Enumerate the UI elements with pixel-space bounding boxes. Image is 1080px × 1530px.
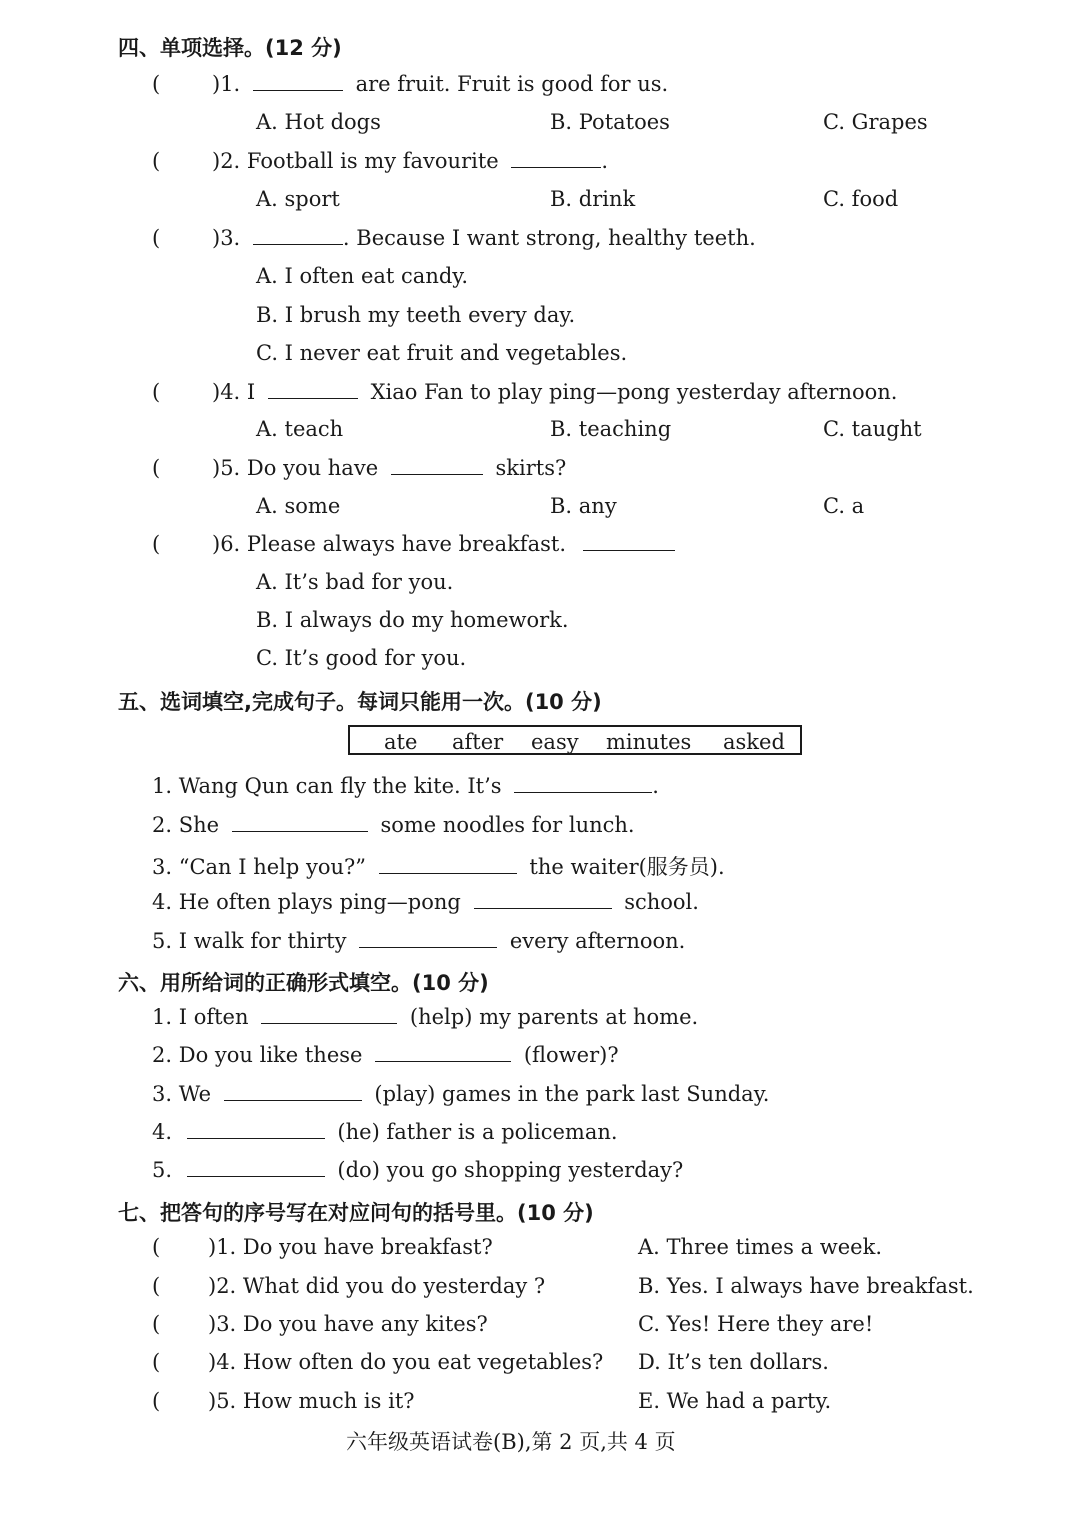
question-5 xyxy=(212,456,566,480)
question-number: )4. xyxy=(208,1350,237,1374)
sentence-number: 5. xyxy=(152,929,173,953)
fill-sentence-4 xyxy=(152,890,699,914)
answer-blank[interactable] xyxy=(232,813,368,832)
section4-title: 四、单项选择。(12 分) xyxy=(118,36,342,60)
answer-blank[interactable] xyxy=(379,855,517,874)
question-3 xyxy=(212,226,756,250)
answer-blank[interactable] xyxy=(187,1158,325,1177)
sentence-number: 2. xyxy=(152,1043,173,1067)
form-sentence-1 xyxy=(152,1005,698,1029)
question-text: skirts? xyxy=(495,456,567,480)
match-answer-d: D. It’s ten dollars. xyxy=(638,1350,829,1374)
sentence-text: some noodles for lunch. xyxy=(380,813,635,837)
sentence-text: (flower)? xyxy=(523,1043,619,1067)
sentence-text: She xyxy=(178,813,220,837)
sentence-text: the waiter(服务员). xyxy=(529,855,725,879)
answer-blank[interactable] xyxy=(511,149,601,168)
question-number: )3. xyxy=(208,1312,237,1336)
match-answer-c: C. Yes! Here they are! xyxy=(638,1312,874,1336)
sentence-text: I walk for thirty xyxy=(178,929,347,953)
word-bank-item: easy xyxy=(531,730,579,754)
word-bank xyxy=(348,725,802,755)
answer-paren: ( xyxy=(152,72,161,96)
answer-blank[interactable] xyxy=(224,1082,362,1101)
section5-title: 五、选词填空,完成句子。每词只能用一次。(10 分) xyxy=(118,690,602,714)
option-b: B. teaching xyxy=(550,417,672,441)
option-c: C. a xyxy=(823,494,865,518)
question-number: )5. xyxy=(208,1389,237,1413)
question-text: Do you have breakfast? xyxy=(242,1235,493,1259)
form-sentence-3 xyxy=(152,1082,769,1106)
question-text: Football is my favourite xyxy=(246,149,499,173)
answer-paren: ( xyxy=(152,532,161,556)
match-answer-b: B. Yes. I always have breakfast. xyxy=(638,1274,974,1298)
sentence-number: 5. xyxy=(152,1158,173,1182)
question-text: What did you do yesterday ? xyxy=(242,1274,546,1298)
question-text: Do you have any kites? xyxy=(242,1312,488,1336)
answer-paren: ( xyxy=(152,1389,161,1413)
answer-paren: ( xyxy=(152,149,161,173)
fill-sentence-2 xyxy=(152,813,635,837)
option-a: A. Hot dogs xyxy=(256,110,381,134)
fill-sentence-3 xyxy=(152,851,725,881)
option-a: A. some xyxy=(256,494,341,518)
word-bank-item: ate xyxy=(384,730,418,754)
option-a: A. sport xyxy=(256,187,340,211)
option-b: B. I always do my homework. xyxy=(256,608,569,632)
question-text: How much is it? xyxy=(242,1389,415,1413)
question-text: are fruit. Fruit is good for us. xyxy=(355,72,669,96)
option-a: A. It’s bad for you. xyxy=(256,570,454,594)
section6-title: 六、用所给词的正确形式填空。(10 分) xyxy=(118,971,489,995)
option-b: B. any xyxy=(550,494,617,518)
word-bank-item: asked xyxy=(723,730,785,754)
question-number: )4. xyxy=(212,380,241,404)
match-question-3 xyxy=(208,1312,488,1336)
answer-paren: ( xyxy=(152,226,161,250)
answer-blank[interactable] xyxy=(514,774,652,793)
form-sentence-4 xyxy=(152,1120,618,1144)
answer-blank[interactable] xyxy=(187,1120,325,1139)
sentence-number: 3. xyxy=(152,1082,173,1106)
answer-paren: ( xyxy=(152,456,161,480)
sentence-text: We xyxy=(178,1082,212,1106)
sentence-text: (play) games in the park last Sunday. xyxy=(374,1082,770,1106)
answer-blank[interactable] xyxy=(253,72,343,91)
question-2 xyxy=(212,149,608,173)
answer-blank[interactable] xyxy=(375,1043,511,1062)
sentence-number: 4. xyxy=(152,890,173,914)
option-c: C. It’s good for you. xyxy=(256,646,467,670)
option-b: B. Potatoes xyxy=(550,110,670,134)
word-bank-item: minutes xyxy=(606,730,692,754)
sentence-text: Do you like these xyxy=(178,1043,363,1067)
question-text: . xyxy=(601,149,609,173)
question-text: Please always have breakfast. xyxy=(246,532,566,556)
sentence-text: (do) you go shopping yesterday? xyxy=(337,1158,684,1182)
sentence-text: . xyxy=(652,774,659,798)
option-c: C. I never eat fruit and vegetables. xyxy=(256,341,628,365)
question-6 xyxy=(212,532,681,556)
sentence-text: I often xyxy=(178,1005,249,1029)
answer-blank[interactable] xyxy=(474,890,612,909)
answer-paren: ( xyxy=(152,380,161,404)
answer-blank[interactable] xyxy=(253,226,343,245)
section7-title: 七、把答句的序号写在对应问句的括号里。(10 分) xyxy=(118,1201,594,1225)
sentence-number: 3. xyxy=(152,855,173,879)
match-answer-e: E. We had a party. xyxy=(638,1389,832,1413)
question-number: )5. xyxy=(212,456,241,480)
match-question-2 xyxy=(208,1274,545,1298)
answer-paren: ( xyxy=(152,1350,161,1374)
match-question-4 xyxy=(208,1350,603,1374)
answer-paren: ( xyxy=(152,1274,161,1298)
sentence-text: every afternoon. xyxy=(509,929,686,953)
sentence-number: 1. xyxy=(152,774,173,798)
answer-paren: ( xyxy=(152,1235,161,1259)
question-text: How often do you eat vegetables? xyxy=(242,1350,604,1374)
option-b: B. drink xyxy=(550,187,636,211)
match-question-1 xyxy=(208,1235,493,1259)
answer-blank[interactable] xyxy=(268,380,358,399)
question-text: Do you have xyxy=(246,456,379,480)
match-answer-a: A. Three times a week. xyxy=(638,1235,882,1259)
question-number: )3. xyxy=(212,226,241,250)
form-sentence-2 xyxy=(152,1043,619,1067)
question-text: . Because I want strong, healthy teeth. xyxy=(342,226,756,250)
answer-blank[interactable] xyxy=(261,1005,397,1024)
page-footer: 六年级英语试卷(B),第 2 页,共 4 页 xyxy=(346,1430,676,1454)
answer-blank[interactable] xyxy=(391,456,483,475)
option-a: A. teach xyxy=(256,417,344,441)
question-number: )6. xyxy=(212,532,241,556)
sentence-text: “Can I help you?” xyxy=(178,855,367,879)
word-bank-item: after xyxy=(452,730,504,754)
sentence-number: 2. xyxy=(152,813,173,837)
answer-blank[interactable] xyxy=(359,929,497,948)
option-b: B. I brush my teeth every day. xyxy=(256,303,576,327)
answer-paren: ( xyxy=(152,1312,161,1336)
option-c: C. taught xyxy=(823,417,922,441)
sentence-number: 4. xyxy=(152,1120,173,1144)
option-c: C. food xyxy=(823,187,899,211)
sentence-number: 1. xyxy=(152,1005,173,1029)
question-number: )2. xyxy=(212,149,241,173)
sentence-text: (he) father is a policeman. xyxy=(337,1120,618,1144)
answer-blank[interactable] xyxy=(583,532,675,551)
option-c: C. Grapes xyxy=(823,110,928,134)
question-number: )2. xyxy=(208,1274,237,1298)
option-a: A. I often eat candy. xyxy=(256,264,469,288)
question-number: )1. xyxy=(212,72,241,96)
sentence-text: He often plays ping—pong xyxy=(178,890,461,914)
question-1 xyxy=(212,72,668,96)
sentence-text: (help) my parents at home. xyxy=(409,1005,699,1029)
fill-sentence-1 xyxy=(152,774,659,798)
question-number: )1. xyxy=(208,1235,237,1259)
match-question-5 xyxy=(208,1389,415,1413)
form-sentence-5 xyxy=(152,1158,683,1182)
fill-sentence-5 xyxy=(152,929,685,953)
question-4 xyxy=(212,380,897,404)
question-text: Xiao Fan to play ping—pong yesterday afternoon. xyxy=(370,380,898,404)
question-text: I xyxy=(246,380,256,404)
sentence-text: Wang Qun can fly the kite. It’s xyxy=(178,774,502,798)
sentence-text: school. xyxy=(624,890,699,914)
